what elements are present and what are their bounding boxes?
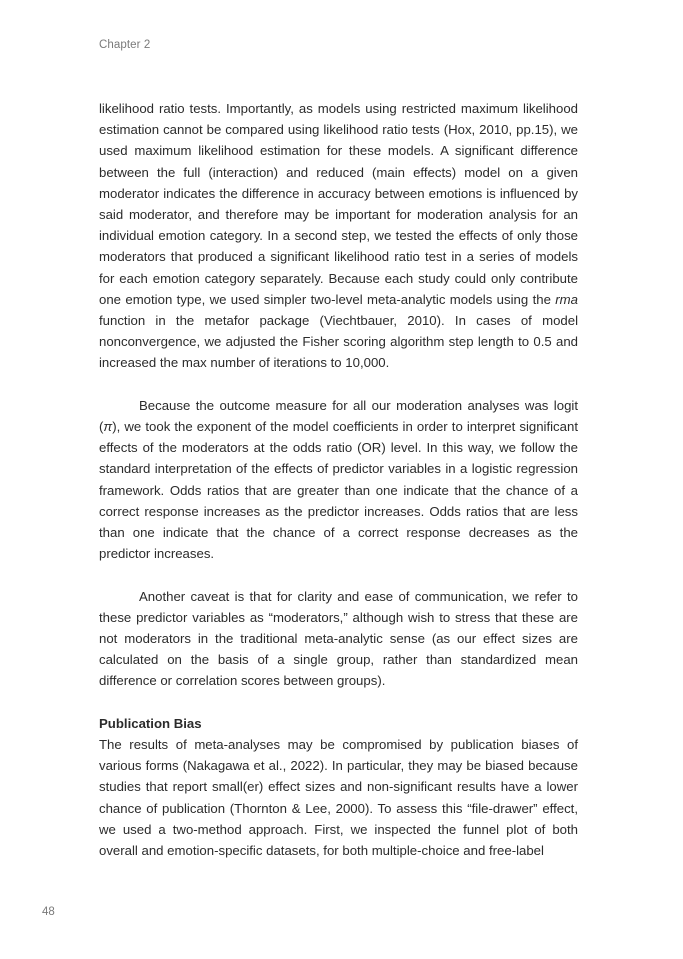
italic-term: rma [555, 291, 578, 307]
paragraph-text: Because the outcome measure for all our moderation analyses was logit ( [99, 397, 578, 435]
section-heading: Publication Bias [99, 715, 202, 731]
paragraph-likelihood-ratio [99, 98, 578, 374]
body-text [99, 98, 578, 861]
paragraph-text: likelihood ratio tests. Importantly, as models using restricted maximum likelihood estimation cannot be compared using likelihood ratio tests (Hox, 2010, pp.15), we used maximum likelihood estimation for these models. A significant difference between the full (interaction) and reduced (main effects) model on a given moderator indicates the difference in accuracy between emotions is influenced by said moderator, and therefore may be important for moderation analysis for an individual emotion category. In a second step, we tested the effects of only those moderators that produced a significant likelihood ratio test in a series of models for each emotion category separately. Because each study could only contribute one emotion type, we used simpler two-level meta-analytic models using the [99, 101, 578, 307]
page-number: 48 [42, 906, 55, 918]
paragraph-text: ), we took the exponent of the model coefficients in order to interpret significant effects of the moderators at the odds ratio (OR) level. In this way, we follow the standard interpretation of the effects of predictor variables in a logistic regression framework. Odds ratios that are greater than one indicate that the chance of a correct response increases as the predictor increases. Odds ratios that are less than one indicate that the chance of a correct response decreases as the predictor increases. [99, 419, 578, 562]
paragraph-caveat: Another caveat is that for clarity and ease of communication, we refer to these predictor variables as “moderators,” although wish to stress that these are not moderators in the traditional meta-analytic sense (as our effect sizes are calculated on the basis of a single group, rather than standardized mean difference or correlation scores between groups). [99, 588, 578, 689]
italic-symbol: π [103, 419, 113, 435]
paragraph-odds-ratio [99, 395, 578, 565]
running-head: Chapter 2 [99, 39, 151, 51]
paragraph-text: function in the metafor package (Viechtbauer, 2010). In cases of model nonconvergence, we adjusted the Fisher scoring algorithm step length to 0.5 and increased the max number of iterations to 10,000. [99, 313, 578, 371]
paragraph-publication-bias: The results of meta-analyses may be compromised by publication biases of various forms (Nakagawa et al., 2022). In particular, they may be biased because studies that report small(er) effect sizes and non-significant results have a lower chance of publication (Thornton & Lee, 2000). To assess this “file-drawer” effect, we used a two-method approach. First, we inspected the funnel plot of both overall and emotion-specific datasets, for both multiple-choice and free-label [99, 737, 578, 859]
